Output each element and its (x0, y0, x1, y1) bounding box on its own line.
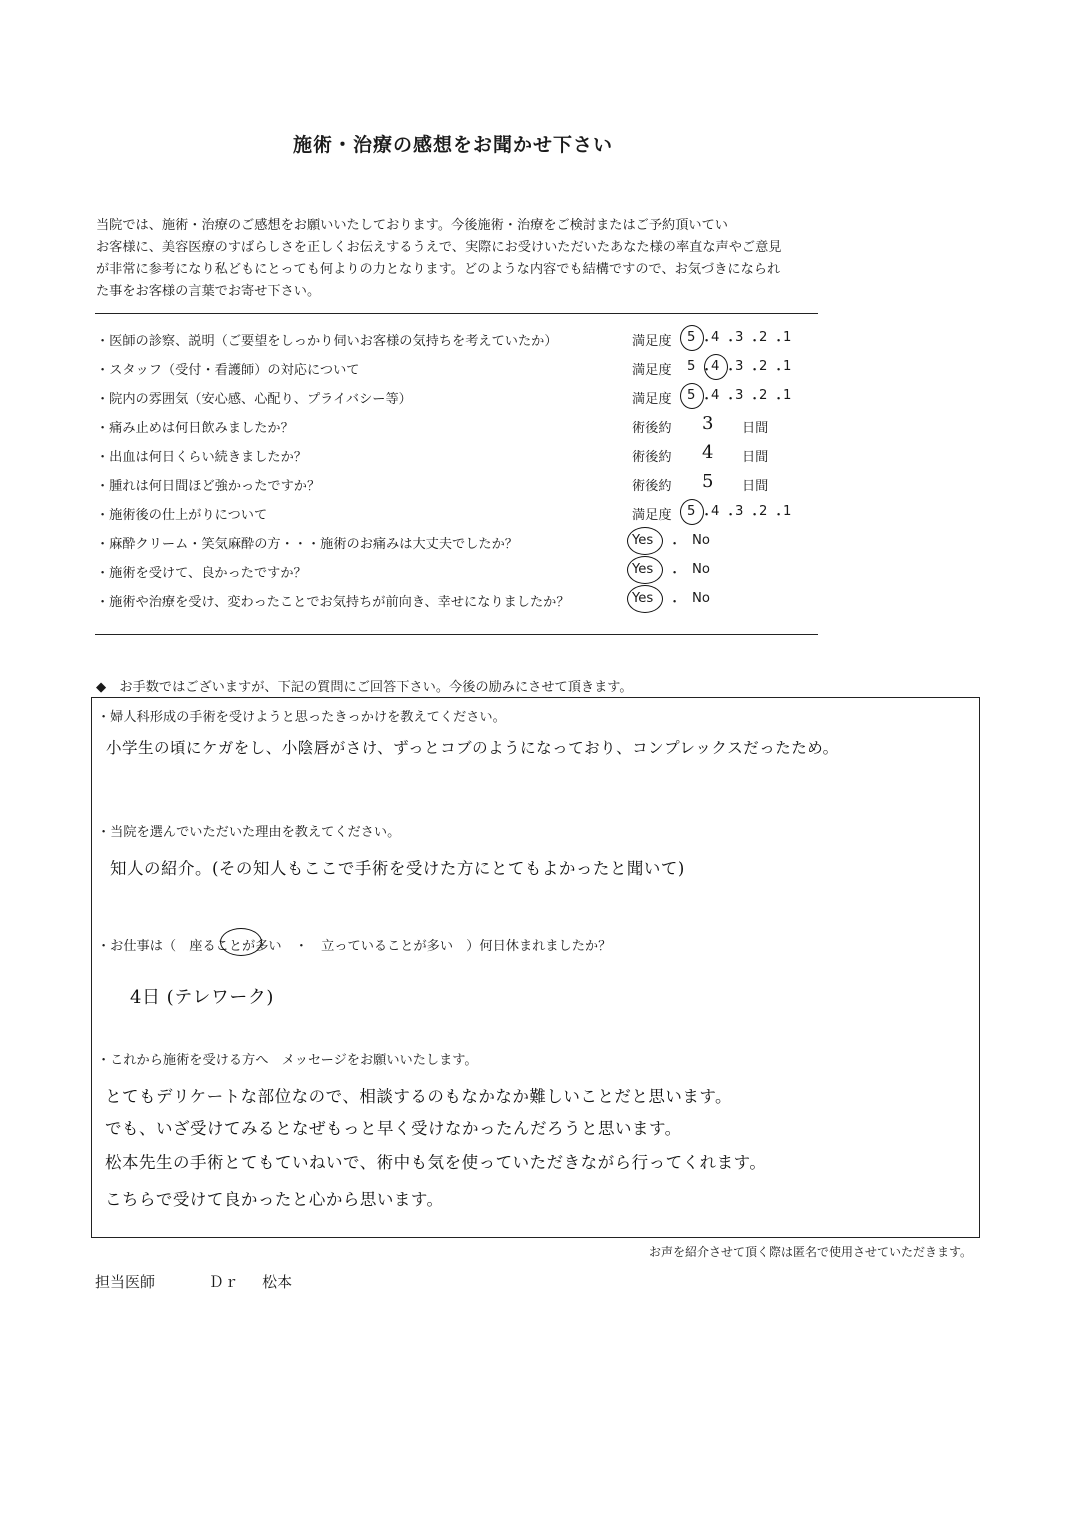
doctor-line (95, 1271, 292, 1292)
days-suffix: 日間 (742, 421, 769, 436)
scale-option: 1 (783, 504, 792, 519)
no-option: No (692, 533, 710, 548)
scale-separator: ・ (724, 508, 738, 523)
days-prefix: 術後約 (632, 479, 672, 494)
satisfaction-prefix: 満足度 (632, 334, 672, 349)
yes-no-separator: ・ (668, 537, 682, 552)
scale-separator: ・ (772, 363, 786, 378)
scale-option: 2 (759, 388, 768, 403)
scale-separator: ・ (724, 334, 738, 349)
scale-separator: ・ (748, 363, 762, 378)
scale-option: 3 (735, 330, 744, 345)
q1-label: ・婦人科形成の手術を受けようと思ったきっかけを教えてください。 (97, 710, 506, 725)
scale-separator: ・ (700, 508, 714, 523)
q4-answer-line: こちらで受けて良かったと心から思います。 (105, 1190, 444, 1209)
selected-yes-circle (627, 556, 663, 584)
handwritten-days: 5 (702, 471, 714, 492)
scale-option: 5 (687, 504, 696, 519)
intro-paragraph (96, 215, 826, 303)
satisfaction-prefix: 満足度 (632, 508, 672, 523)
no-option: No (692, 591, 710, 606)
question-label: ・出血は何日くらい続きましたか？ (96, 450, 307, 465)
question-label: ・医師の診察、説明（ご要望をしっかり伺いお客様の気持ちを考えていたか） (96, 334, 558, 349)
days-prefix: 術後約 (632, 450, 672, 465)
intro-line: 当院では、施術・治療のご感想をお願いいたしております。今後施術・治療をご検討またはご予約頂いてい (96, 218, 728, 233)
scale-separator: ・ (748, 334, 762, 349)
no-option: No (692, 562, 710, 577)
anonymity-note: お声を紹介させて頂く際は匿名で使用させていただきます。 (648, 1245, 972, 1259)
question-label: ・スタッフ（受付・看護師）の対応について (96, 363, 360, 378)
doctor-name: 松本 (262, 1273, 293, 1291)
q4-label: ・これから施術を受ける方へ メッセージをお願いいたします。 (97, 1053, 478, 1068)
q2-answer: 知人の紹介。(その知人もここで手術を受けた方にとてもよかったと聞いて) (110, 859, 685, 878)
selected-yes-circle (627, 527, 663, 555)
days-suffix: 日間 (742, 479, 769, 494)
question-label: ・院内の雰囲気（安心感、心配り、プライバシー等） (96, 392, 412, 407)
q4-answer-line: 松本先生の手術とてもていねいで、術中も気を使っていただきながら行ってくれます。 (105, 1153, 767, 1172)
yes-option: Yes (632, 533, 654, 548)
question-label: ・施術後の仕上がりについて (96, 508, 268, 523)
q4-answer-line: でも、いざ受けてみるとなぜもっと早く受けなかったんだろうと思います。 (105, 1119, 682, 1138)
question-label: ・麻酔クリーム・笑気麻酔の方・・・施術のお痛みは大丈夫でしたか？ (96, 537, 518, 552)
yes-no-separator: ・ (668, 566, 682, 581)
scale-separator: ・ (748, 508, 762, 523)
scale-option: 4 (711, 504, 720, 519)
scale-option: 3 (735, 359, 744, 374)
scale-option: 2 (759, 504, 768, 519)
handwritten-days: 4 (702, 442, 714, 463)
doctor-prefix: Ｄｒ (208, 1273, 239, 1291)
page-title: 施術・治療の感想をお聞かせ下さい (292, 134, 613, 156)
divider-top (95, 313, 818, 314)
handwritten-days: 3 (702, 413, 714, 434)
question-label: ・腫れは何日間ほど強かったですか？ (96, 479, 321, 494)
intro-line: が非常に参考になり私どもにとっても何よりの力となります。どのような内容でも結構ですので、お気づきになられ (96, 262, 781, 277)
scale-option: 4 (711, 330, 720, 345)
doctor-label: 担当医師 (95, 1273, 156, 1291)
question-label: ・施術を受けて、良かったですか？ (96, 566, 307, 581)
scale-option: 2 (759, 359, 768, 374)
selected-yes-circle (627, 585, 663, 613)
scale-separator: ・ (772, 334, 786, 349)
yes-no-separator: ・ (668, 595, 682, 610)
scale-option: 3 (735, 388, 744, 403)
question-label: ・痛み止めは何日飲みましたか？ (96, 421, 294, 436)
scale-option: 5 (687, 388, 696, 403)
scale-option: 3 (735, 504, 744, 519)
days-suffix: 日間 (742, 450, 769, 465)
yes-option: Yes (632, 591, 654, 606)
scale-option: 1 (783, 330, 792, 345)
q2-label: ・当院を選んでいただいた理由を教えてください。 (97, 825, 401, 840)
q1-answer: 小学生の頃にケガをし、小陰唇がさけ、ずっとコブのようになっており、コンプレックスだったため。 (106, 739, 839, 757)
scale-option: 5 (687, 359, 696, 374)
instruction-note: ◆ お手数ではございますが、下記の質問にご回答下さい。今後の励みにさせて頂きます。 (96, 680, 633, 695)
scale-separator: ・ (724, 363, 738, 378)
scale-separator: ・ (772, 392, 786, 407)
scale-separator: ・ (700, 392, 714, 407)
selected-sitting-circle (220, 928, 262, 956)
intro-line: た事をお客様の言葉でお寄せ下さい。 (96, 284, 321, 299)
q3-label: ・お仕事は（ 座ることが多い ・ 立っていることが多い ）何日休まれましたか？ (97, 939, 612, 954)
scale-separator: ・ (748, 392, 762, 407)
scale-separator: ・ (724, 392, 738, 407)
scale-option: 2 (759, 330, 768, 345)
q4-answer-line: とてもデリケートな部位なので、相談するのもなかなか難しいことだと思います。 (105, 1087, 733, 1106)
days-prefix: 術後約 (632, 421, 672, 436)
scale-option: 1 (783, 359, 792, 374)
scale-option: 1 (783, 388, 792, 403)
q3-answer: 4日 (テレワーク) (130, 987, 274, 1008)
intro-line: お客様に、美容医療のすばらしさを正しくお伝えするうえで、実際にお受けいただいたあなた様の率直な声やご意見 (96, 240, 782, 255)
question-label: ・施術や治療を受け、変わったことでお気持ちが前向き、幸せになりましたか？ (96, 595, 570, 610)
scale-separator: ・ (700, 334, 714, 349)
yes-option: Yes (632, 562, 654, 577)
divider-bottom (95, 634, 818, 635)
satisfaction-prefix: 満足度 (632, 392, 672, 407)
scale-separator: ・ (700, 363, 714, 378)
scale-option: 4 (711, 359, 720, 374)
satisfaction-prefix: 満足度 (632, 363, 672, 378)
scale-option: 5 (687, 330, 696, 345)
scale-separator: ・ (772, 508, 786, 523)
scale-option: 4 (711, 388, 720, 403)
